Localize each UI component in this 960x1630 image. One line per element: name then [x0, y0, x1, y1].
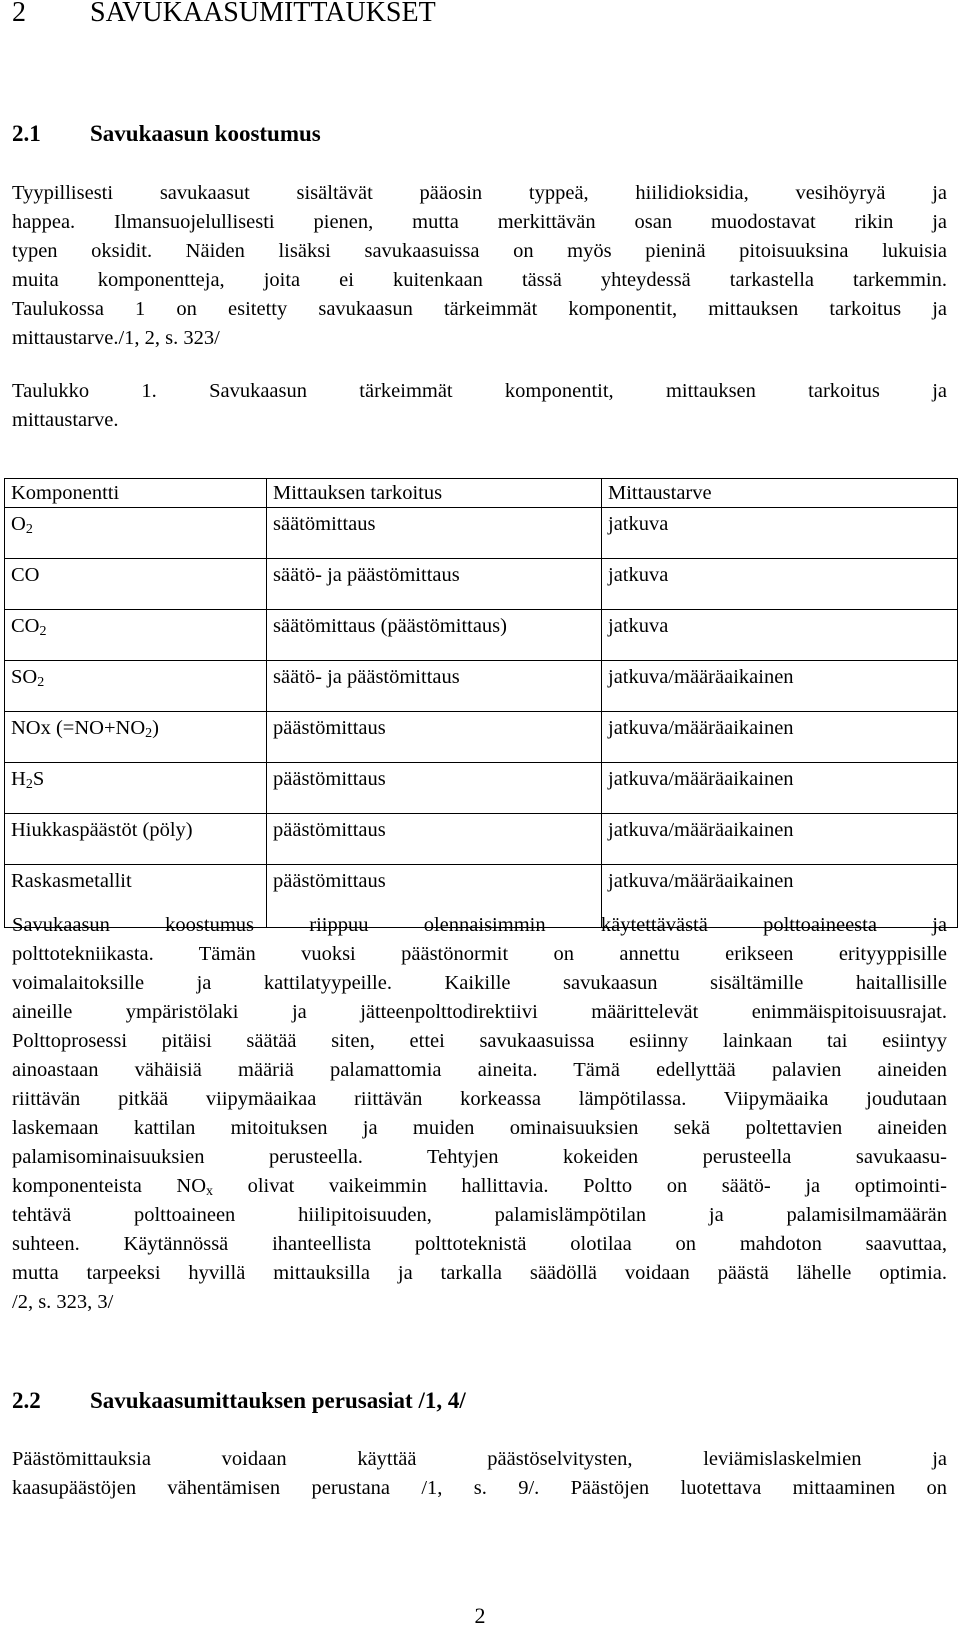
cell-need: jatkuva: [602, 508, 958, 559]
paragraph-line: laskemaan kattilan mitoituksen ja muiden ominaisuuksien sekä poltettavien aineiden: [12, 1117, 947, 1139]
cell-purpose: päästömittaus: [267, 865, 602, 928]
header-need: Mittaustarve: [602, 479, 958, 508]
caption-line: mittaustarve.: [12, 409, 119, 431]
section-heading-2-2: [12, 1386, 466, 1416]
cell-purpose: päästömittaus: [267, 814, 602, 865]
table-row: [5, 559, 958, 610]
cell-component: CO: [5, 559, 267, 610]
table-row: [5, 814, 958, 865]
cell-component: Raskasmetallit: [5, 865, 267, 928]
table-header-row: [5, 479, 958, 508]
paragraph-line: Savukaasun koostumus riippuu olennaisimmin käytettävästä polttoaineesta ja: [12, 914, 947, 936]
paragraph-line: Taulukossa 1 on esitetty savukaasun tärkeimmät komponentit, mittauksen tarkoitus ja: [12, 298, 947, 320]
paragraph-line: suhteen. Käytännössä ihanteellista polttoteknistä olotilaa on mahdoton saavuttaa,: [12, 1233, 947, 1255]
cell-purpose: säätö- ja päästömittaus: [267, 661, 602, 712]
caption-line: Taulukko 1. Savukaasun tärkeimmät komponentit, mittauksen tarkoitus ja: [12, 380, 947, 402]
paragraph-line: aineille ympäristölaki ja jätteenpolttodirektiivi määrittelevät enimmäispitoisuusrajat.: [12, 1001, 947, 1023]
paragraph-line: typen oksidit. Näiden lisäksi savukaasuissa on myös pieninä pitoisuuksina lukuisia: [12, 240, 947, 262]
section-title: Savukaasun koostumus: [90, 121, 321, 146]
table-row: [5, 712, 958, 763]
cell-need: jatkuva: [602, 610, 958, 661]
paragraph-line: mutta tarpeeksi hyvillä mittauksilla ja tarkalla säädöllä voidaan päästä lähelle optimia.: [12, 1262, 947, 1284]
body-paragraph: [12, 911, 947, 1317]
paragraph-line: kaasupäästöjen vähentämisen perustana /1, s. 9/. Päästöjen luotettava mittaaminen on: [12, 1477, 947, 1499]
cell-component: Hiukkaspäästöt (pöly): [5, 814, 267, 865]
cell-purpose: säätö- ja päästömittaus: [267, 559, 602, 610]
cell-need: jatkuva/määräaikainen: [602, 814, 958, 865]
paragraph-line: happea. Ilmansuojelullisesti pienen, mutta merkittävän osan muodostavat rikin ja: [12, 211, 947, 233]
chapter-title: SAVUKAASUMITTAUKSET: [90, 0, 436, 28]
paragraph-line: mittaustarve./1, 2, s. 323/: [12, 327, 220, 349]
cell-component: $H_2S$: [5, 763, 267, 814]
paragraph-line: tehtävä polttoaineen hiilipitoisuuden, palamislämpötilan ja palamisilmamäärän: [12, 1204, 947, 1226]
table-row: [5, 508, 958, 559]
cell-purpose: säätömittaus: [267, 508, 602, 559]
paragraph-line: Tyypillisesti savukaasut sisältävät pääosin typpeä, hiilidioksidia, vesihöyryä ja: [12, 182, 947, 204]
page-number: 2: [474, 1603, 486, 1628]
intro-paragraph: [12, 179, 947, 353]
cell-component: NOx $(=NO+NO_2)$: [5, 712, 267, 763]
cell-component: $CO_2$: [5, 610, 267, 661]
table-row: [5, 610, 958, 661]
cell-component: $SO_2$: [5, 661, 267, 712]
cell-purpose: päästömittaus: [267, 763, 602, 814]
chapter-heading: [12, 0, 436, 30]
paragraph-line: /2, s. 323, 3/: [12, 1291, 114, 1313]
section-heading-2-1: [12, 119, 321, 149]
header-purpose: Mittauksen tarkoitus: [267, 479, 602, 508]
paragraph-line: riittävän pitkää viipymäaikaa riittävän korkeassa lämpötilassa. Viipymäaika joudutaan: [12, 1088, 947, 1110]
final-paragraph: [12, 1445, 947, 1503]
table-caption: [12, 377, 947, 435]
paragraph-line: ainoastaan vähäisiä määriä palamattomia aineita. Tämä edellyttää palavien aineiden: [12, 1059, 947, 1081]
paragraph-line: voimalaitoksille ja kattilatyypeille. Kaikille savukaasun sisältämille haitallisille: [12, 972, 947, 994]
cell-need: jatkuva/määräaikainen: [602, 661, 958, 712]
paragraph-line: Polttoprosessi pitäisi säätää siten, ettei savukaasuissa esiinny lainkaan tai esiintyy: [12, 1030, 947, 1052]
table-row: [5, 661, 958, 712]
section-number: 2.2: [12, 1388, 41, 1413]
cell-need: jatkuva/määräaikainen: [602, 712, 958, 763]
cell-need: jatkuva/määräaikainen: [602, 763, 958, 814]
paragraph-line: palamisominaisuuksien perusteella. Tehtyjen kokeiden perusteella savukaasu-: [12, 1146, 947, 1168]
section-number: 2.1: [12, 121, 41, 146]
paragraph-line-nox: komponenteista $NO_x$ olivat vaikeimmin hallittavia. Poltto on säätö- ja optimointi-: [12, 1175, 947, 1199]
components-table: [4, 478, 958, 928]
paragraph-line: Päästömittauksia voidaan käyttää päästöselvitysten, leviämislaskelmien ja: [12, 1448, 947, 1470]
cell-component: $O_2$: [5, 508, 267, 559]
paragraph-line: muita komponentteja, joita ei kuitenkaan tässä yhteydessä tarkastella tarkemmin.: [12, 269, 947, 291]
table-row: [5, 763, 958, 814]
paragraph-line: polttotekniikasta. Tämän vuoksi päästönormit on annettu erikseen erityyppisille: [12, 943, 947, 965]
section-title: Savukaasumittauksen perusasiat /1, 4/: [90, 1388, 466, 1413]
cell-purpose: päästömittaus: [267, 712, 602, 763]
header-component: Komponentti: [5, 479, 267, 508]
cell-need: jatkuva: [602, 559, 958, 610]
cell-need: jatkuva/määräaikainen: [602, 865, 958, 928]
cell-purpose: säätömittaus (päästömittaus): [267, 610, 602, 661]
chapter-number: 2: [12, 0, 26, 28]
